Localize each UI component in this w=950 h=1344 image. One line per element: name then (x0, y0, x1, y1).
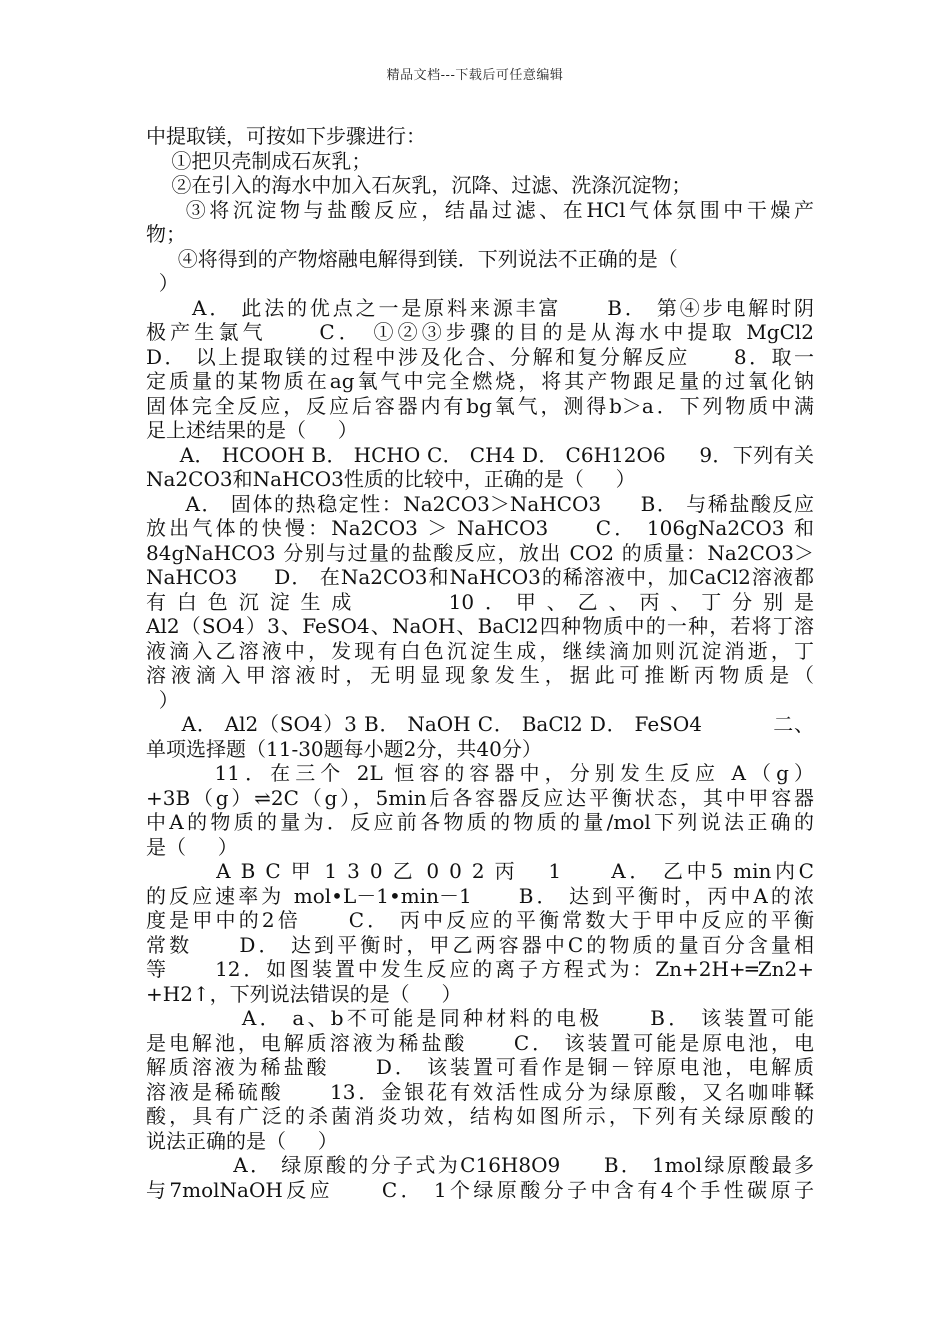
text-line: ③将沉淀物与盐酸反应，结晶过滤、在HCl气体氛围中干燥产 (146, 197, 814, 222)
text-line: ①把贝壳制成石灰乳； (146, 148, 372, 173)
document-body (146, 124, 814, 1202)
text-line: ②在引入的海水中加入石灰乳，沉降、过滤、洗涤沉淀物； (146, 173, 692, 197)
text-line: 足上述结果的是（ ） (146, 418, 358, 442)
text-line: 定质量的某物质在ag氧气中完全燃烧，将其产物跟足量的过氧化钠 (146, 369, 814, 393)
text-line: A． 此法的优点之一是原料来源丰富 B． 第④步电解时阴 (146, 295, 814, 320)
text-line: 与7molNaOH反应 C． 1个绿原酸分子中含有4个手性碳原子 (146, 1177, 814, 1202)
text-line: A． 固体的热稳定性：Na2CO3＞NaHCO3 B． 与稀盐酸反应 (146, 491, 814, 516)
text-line: 固体完全反应，反应后容器内有bg氧气，测得b＞a．下列物质中满 (146, 393, 814, 418)
text-line: 有白色沉淀生成 10．甲、乙、丙、丁分别是 (146, 589, 814, 614)
text-line: ） (146, 271, 179, 295)
text-line: A． 绿原酸的分子式为C16H8O9 B． 1mol绿原酸最多 (146, 1153, 814, 1177)
text-line: 是电解池，电解质溶液为稀盐酸 C． 该装置可能是原电池，电 (146, 1030, 814, 1055)
text-line: 放出气体的快慢：Na2CO3 ＞ NaHCO3 C． 106gNa2CO3 和 (146, 516, 814, 540)
text-line: 中A的物质的量为．反应前各物质的物质的量/mol下列说法正确的 (146, 810, 814, 834)
text-line: +3B（g）⇌2C（g），5min后各容器反应达平衡状态，其中甲容器 (146, 785, 814, 810)
text-line: 解质溶液为稀盐酸 D． 该装置可看作是铜－锌原电池，电解质 (146, 1055, 814, 1079)
text-line: 液滴入乙溶液中，发现有白色沉淀生成，继续滴加则沉淀消逝，丁 (146, 638, 814, 663)
text-line: 溶液是稀硫酸 13．金银花有效活性成分为绿原酸，又名咖啡鞣 (146, 1079, 814, 1104)
text-line: ④将得到的产物熔融电解得到镁．下列说法不正确的是（ (146, 246, 678, 271)
text-line: 是（ ） (146, 834, 238, 859)
text-line: 说法正确的是（ ） (146, 1128, 338, 1153)
text-line: 中提取镁，可按如下步骤进行： (146, 124, 426, 148)
text-line: D． 以上提取镁的过程中涉及化合、分解和复分解反应 8．取一 (146, 344, 814, 369)
text-line: 溶液滴入甲溶液时，无明显现象发生，据此可推断丙物质是（ (146, 663, 814, 687)
text-line: A B C 甲 1 3 0 乙 0 0 2 丙 1 A． 乙中5 min内C (146, 859, 814, 883)
text-line: 84gNaHCO3 分别与过量的盐酸反应，放出 CO2 的质量：Na2CO3＞ (146, 540, 814, 565)
text-line: +H2↑，下列说法错误的是（ ） (146, 981, 462, 1006)
text-line: 常数 D． 达到平衡时，甲乙两容器中C的物质的量百分含量相 (146, 932, 814, 957)
text-line: 物； (146, 222, 186, 246)
text-line: NaHCO3 D． 在Na2CO3和NaHCO3的稀溶液中，加CaCl2溶液都 (146, 565, 814, 589)
page-header: 精品文档---下载后可任意编辑 (386, 68, 564, 83)
text-line: A． HCOOH B． HCHO C． CH4 D． C6H12O6 9．下列有关 (146, 442, 814, 467)
text-line: 极产生氯气 C． ①②③步骤的目的是从海水中提取 MgCl2 (146, 320, 814, 344)
text-line: Al2（SO4）3、FeSO4、NaOH、BaCl2四种物质中的一种，若将丁溶 (146, 614, 814, 638)
text-line: 酸，具有广泛的杀菌消炎功效，结构如图所示，下列有关绿原酸的 (146, 1104, 814, 1128)
text-line: 的反应速率为 mol•L－1•min－1 B． 达到平衡时，丙中A的浓 (146, 883, 814, 908)
text-line: A． Al2（SO4）3 B． NaOH C． BaCl2 D． FeSO4 二、 (146, 712, 814, 736)
text-line: ） (146, 687, 179, 712)
text-line: A． a、b不可能是同种材料的电极 B． 该装置可能 (146, 1006, 814, 1030)
text-line: 11．在三个 2L 恒容的容器中，分别发生反应 A（g） (146, 761, 814, 785)
text-line: 度是甲中的2倍 C． 丙中反应的平衡常数大于甲中反应的平衡 (146, 908, 814, 932)
text-line: Na2CO3和NaHCO3性质的比较中，正确的是（ ） (146, 467, 636, 491)
text-line: 单项选择题（11-30题每小题2分，共40分） (146, 736, 542, 761)
text-line: 等 12．如图装置中发生反应的离子方程式为：Zn+2H+═Zn2+ (146, 957, 814, 981)
